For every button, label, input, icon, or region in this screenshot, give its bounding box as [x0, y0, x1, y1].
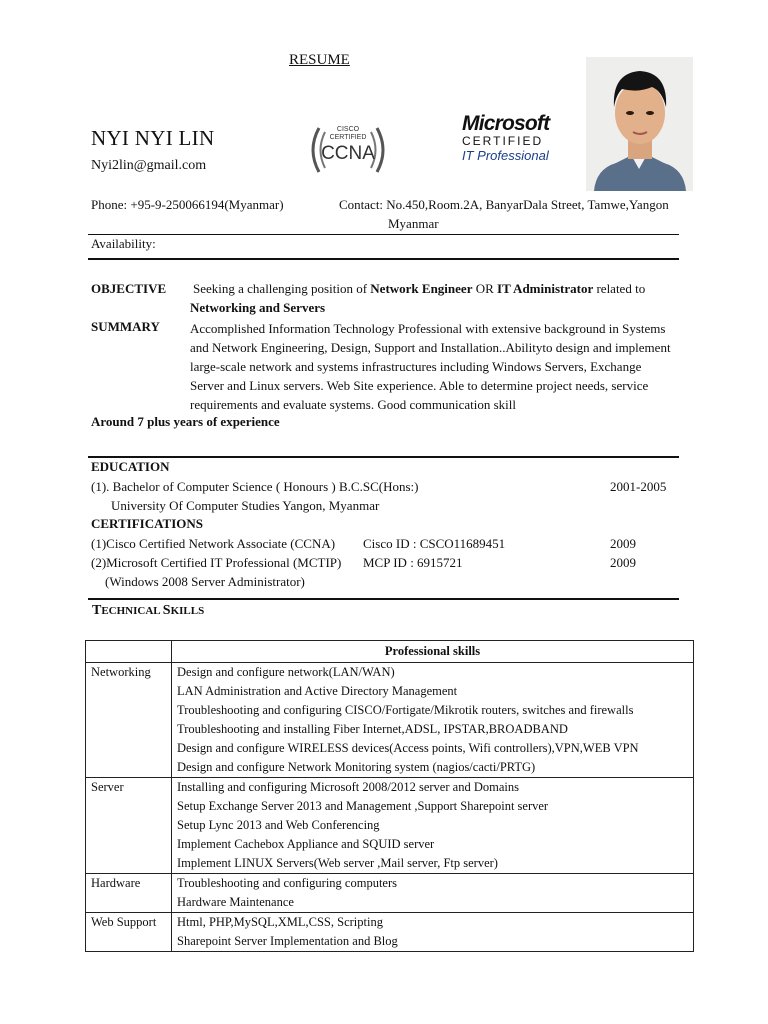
heading-rest: KILLS [170, 605, 205, 617]
skills-table [85, 640, 694, 952]
heading-rest: ECHNICAL [101, 605, 163, 617]
education-school: University Of Computer Studies Yangon, Myanmar [111, 498, 380, 513]
cert-note: (Windows 2008 Server Administrator) [105, 574, 305, 589]
skill-item: Sharepoint Server Implementation and Blog [177, 934, 398, 948]
table-row [86, 913, 694, 952]
skill-category: Server [86, 778, 172, 874]
skill-items [172, 663, 694, 778]
education-heading: EDUCATION [91, 459, 170, 474]
phone: Phone: +95-9-250066194(Myanmar) [91, 197, 284, 212]
skill-item: Implement Cachebox Appliance and SQUID server [177, 837, 435, 851]
skill-item: Design and configure WIRELESS devices(Access points, Wifi controllers),VPN,WEB VPN [177, 741, 639, 755]
summary-line: and Network Engineering, Design, Support and Installation..Abilityto design and implement [190, 340, 671, 355]
profile-photo [586, 57, 693, 191]
ms-it-pro-text: IT Professional [462, 148, 549, 163]
skill-item: Troubleshooting and installing Fiber Internet,ADSL, IPSTAR,BROADBAND [177, 722, 568, 736]
contact-address: Contact: No.450,Room.2A, BanyarDala Street, Tamwe,Yangon [339, 197, 669, 212]
table-row [86, 874, 694, 913]
ccna-cisco-text: CISCO [336, 126, 360, 133]
objective-text [193, 281, 645, 297]
ccna-text: CCNA [321, 143, 375, 164]
cert-id: Cisco ID : CSCO11689451 [363, 536, 506, 551]
skill-item: Html, PHP,MySQL,XML,CSS, Scripting [177, 915, 383, 929]
divider [88, 598, 679, 600]
summary-line: Accomplished Information Technology Professional with extensive background in Systems [190, 321, 666, 336]
microsoft-certified-logo [462, 112, 562, 172]
table-header-empty [86, 641, 172, 663]
objective-line-2: Networking and Servers [190, 300, 326, 315]
candidate-name: NYI NYI LIN [91, 126, 215, 150]
skill-category: Networking [86, 663, 172, 778]
education-degree: (1). Bachelor of Computer Science ( Honours ) B.C.SC(Hons:) [91, 479, 419, 494]
ms-brand-text: Microsoft [462, 112, 550, 135]
skill-item: Setup Exchange Server 2013 and Management ,Support Sharepoint server [177, 799, 549, 813]
cert-year: 2009 [610, 555, 636, 570]
skill-item: Installing and configuring Microsoft 2008/2012 server and Domains [177, 780, 519, 794]
availability-label: Availability: [91, 236, 156, 251]
divider [88, 456, 679, 458]
objective-role-1: Network Engineer [370, 281, 473, 296]
table-header: Professional skills [172, 641, 694, 663]
cert-id: MCP ID : 6915721 [363, 555, 463, 570]
table-row [86, 778, 694, 874]
resume-title: RESUME [289, 52, 350, 68]
divider [88, 258, 679, 260]
heading-cap: T [92, 603, 102, 618]
contact-address-country: Myanmar [388, 216, 439, 231]
ccna-logo [305, 120, 391, 180]
table-row [86, 663, 694, 778]
objective-or: OR [472, 281, 498, 296]
objective-role-2: IT Administrator [497, 281, 594, 296]
summary-line: requirements and evaluate systems. Good communication skill [190, 397, 517, 412]
objective-post: related to [593, 281, 646, 296]
experience-summary: Around 7 plus years of experience [91, 414, 280, 429]
skill-items [172, 874, 694, 913]
cert-year: 2009 [610, 536, 636, 551]
cert-name: (2)Microsoft Certified IT Professional (MCTIP) [91, 555, 342, 570]
skill-item: Design and configure network(LAN/WAN) [177, 665, 395, 679]
cert-name: (1)Cisco Certified Network Associate (CCNA) [91, 536, 336, 551]
summary-label: SUMMARY [91, 319, 160, 334]
skill-category: Web Support [86, 913, 172, 952]
skill-items [172, 913, 694, 952]
skill-item: LAN Administration and Active Directory Management [177, 684, 458, 698]
summary-text [190, 319, 671, 414]
objective-label: OBJECTIVE [91, 281, 167, 296]
email: Nyi2lin@gmail.com [91, 158, 207, 173]
technical-skills-heading [92, 603, 204, 619]
table-header-row [86, 641, 694, 663]
summary-line: large-scale network and systems infrastructures including Windows Servers, Exchange [190, 359, 642, 374]
education-years: 2001-2005 [610, 479, 667, 494]
skill-item: Implement LINUX Servers(Web server ,Mail server, Ftp server) [177, 856, 498, 870]
objective-pre: Seeking a challenging position of [193, 281, 371, 296]
ccna-certified-text: CERTIFIED [329, 134, 367, 141]
skill-items [172, 778, 694, 874]
skill-item: Troubleshooting and configuring CISCO/Fortigate/Mikrotik routers, switches and firewalls [177, 703, 634, 717]
skill-category: Hardware [86, 874, 172, 913]
skill-item: Design and configure Network Monitoring system (nagios/cacti/PRTG) [177, 760, 536, 774]
divider [88, 234, 679, 235]
ms-certified-text: CERTIFIED [462, 134, 544, 148]
person-portrait-icon [586, 57, 693, 191]
skill-item: Troubleshooting and configuring computers [177, 876, 398, 890]
skill-item: Setup Lync 2013 and Web Conferencing [177, 818, 380, 832]
certifications-heading: CERTIFICATIONS [91, 516, 203, 531]
summary-line: Server and Linux servers. Web Site experience. Able to determine project needs, service [190, 378, 649, 393]
heading-cap: S [162, 603, 171, 618]
skill-item: Hardware Maintenance [177, 895, 294, 909]
